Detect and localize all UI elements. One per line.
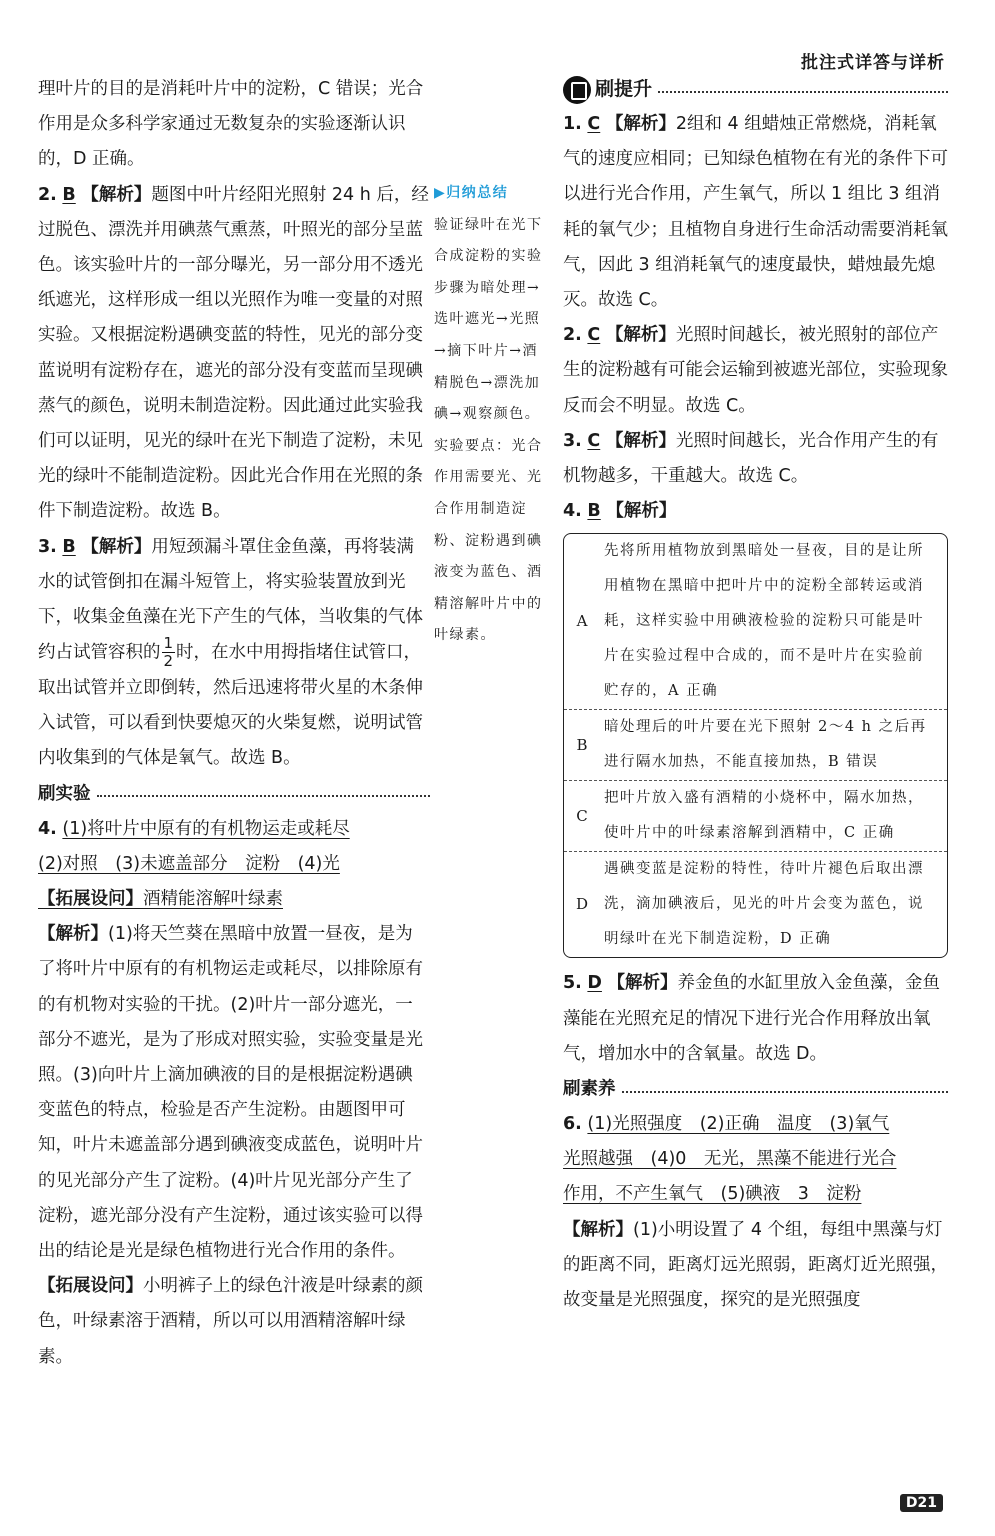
fraction-numerator: 1 <box>163 634 174 653</box>
answer-line-1: (1)光照强度 (2)正确 温度 (3)氧气 <box>587 1114 890 1135</box>
page-header: 批注式详答与详析 <box>801 53 945 73</box>
question-number: 2. <box>563 325 582 346</box>
analysis-text-b: 小明裤子上的绿色汁液是叶绿素的颜色，叶绿素溶于酒精，所以可以用酒精溶解叶绿素。 <box>38 1276 423 1367</box>
continued-text: 理叶片的目的是消耗叶片中的淀粉，C 错误；光合作用是众多科学家通过无数复杂的实验逐渐认识的，D 正确。 <box>38 79 424 170</box>
question-6 <box>563 1107 948 1318</box>
analysis-tag: 【解析】 <box>605 430 676 451</box>
question-number: 1. <box>563 114 582 134</box>
question-number: 6. <box>563 1114 582 1135</box>
section-heading-literacy <box>563 1072 948 1107</box>
summary-side-note <box>434 178 544 652</box>
answer-letter: D <box>587 973 602 994</box>
section-title: 刷提升 <box>595 78 653 100</box>
book-icon <box>563 76 591 104</box>
analysis-tag: 【解析】 <box>563 1219 633 1240</box>
analysis-tag: 【解析】 <box>606 501 677 522</box>
extension-answer: 酒精能溶解叶绿素 <box>143 888 283 909</box>
fraction-denominator: 2 <box>163 652 174 671</box>
analysis-text: 2组和 4 组蜡烛正常燃烧，消耗氧气的速度应相同；已知绿色植物在有光的条件下可以进行光合作用，产生氧气，所以 1 组比 3 组消耗的氧气少；且植物自身进行生命活动需要消耗氧气，因此 3 组消耗氧气的速度最快，蜡烛最先熄灭。故选 C。 <box>563 114 948 311</box>
question-number: 3. <box>563 430 582 451</box>
answer-line-2: (2)对照 (3)未遮盖部分 淀粉 (4)光 <box>38 853 340 874</box>
answer-letter: C <box>587 325 601 346</box>
question-number: 3. <box>38 536 57 557</box>
section-title: 刷素养 <box>563 1079 616 1100</box>
question-number: 4. <box>38 818 57 839</box>
section-heading-advance <box>563 72 948 107</box>
dotted-divider <box>622 1091 949 1093</box>
row-label: A <box>576 612 588 631</box>
answer-line-3: 作用，不产生氧气 (5)碘液 3 淀粉 <box>563 1184 862 1205</box>
table-row <box>564 710 947 781</box>
analysis-text-b: 时，在水中用拇指堵住试管口，取出试管并立即倒转，然后迅速将带火星的木条伸入试管，可以看到快要熄灭的火柴复燃，说明试管内收集到的气体是氧气。故选 B。 <box>38 642 423 769</box>
question-number: 5. <box>563 973 582 994</box>
question-4 <box>563 494 948 529</box>
analysis-tag: 【解析】 <box>605 325 676 346</box>
analysis-text: 光照时间越长，光合作用产生的有机物越多，干重越大。故选 C。 <box>563 430 939 487</box>
question-2 <box>563 318 948 424</box>
question-1 <box>563 107 948 318</box>
analysis-text: 养金鱼的水缸里放入金鱼藻，金鱼藻能在光照充足的情况下进行光合作用释放出氧气，增加水中的含氧量。故选 D。 <box>563 973 941 1064</box>
analysis-text: 光照时间越长，被光照射的部位产生的淀粉越有可能会运输到被遮光部位，实验现象反而会不明显。故选 C。 <box>563 325 948 416</box>
row-label: C <box>576 806 588 825</box>
page-number: D21 <box>900 1494 943 1512</box>
answer-line-2: 光照越强 (4)0 无光，黑藻不能进行光合 <box>563 1149 897 1170</box>
analysis-text-a: (1)将天竺葵在黑暗中放置一昼夜，是为了将叶片中原有的有机物运走或耗尽，以排除原有的有机物对实验的干扰。(2)叶片一部分遮光，一部分不遮光，是为了形成对照实验，实验变量是光照。(3)向叶片上滴加碘液的目的是根据淀粉遇碘变蓝色的特点，检验是否产生淀粉。由题图甲可知，叶片未遮盖部分遇到碘液变成蓝色，说明叶片的见光部分产生了淀粉。(4)叶片见光部分产生了淀粉，遮光部分没有产生淀粉，通过该实验可以得出的结论是光是绿色植物进行光合作用的条件。 <box>38 924 423 1261</box>
analysis-text: 题图中叶片经阳光照射 24 h 后，经过脱色、漂洗并用碘蒸气熏蒸，叶照光的部分呈蓝色。该实验叶片的一部分曝光，另一部分用不透光纸遮光，这样形成一组以光照作为唯一变量的对照实验。又根据淀粉遇碘变蓝的特性，见光的部分变蓝说明有淀粉存在，遮光的部分没有变蓝而呈现碘蒸气的颜色，说明未制造淀粉。因此通过此实验我们可以证明，见光的绿叶在光下制造了淀粉，未见光的绿叶不能制造淀粉。因此光合作用在光照的条件下制造淀粉。故选 B。 <box>38 184 429 522</box>
answer-letter: C <box>587 430 601 451</box>
analysis-text-a: 用短颈漏斗罩住金鱼藻，再将装满水的试管倒扣在漏斗短管上，将实验装置放到光下，收集金鱼藻在光下产生的气体，当收集的气体约占试管容积的 <box>38 536 423 663</box>
table-row <box>564 781 947 852</box>
section-title: 刷实验 <box>38 783 91 804</box>
extension-tag: 【拓展设问】 <box>38 888 143 909</box>
table-row <box>564 852 947 957</box>
question-5 <box>563 966 948 1072</box>
option-analysis-table <box>563 533 948 958</box>
analysis-tag: 【解析】 <box>607 973 678 994</box>
section-badge <box>563 72 652 107</box>
question-3 <box>38 530 430 777</box>
answer-letter: C <box>587 114 601 134</box>
dotted-divider <box>97 795 431 797</box>
section-heading-experiment <box>38 777 430 812</box>
row-text: 把叶片放入盛有酒精的小烧杯中，隔水加热，使叶片中的叶绿素溶解到酒精中，C 正确 <box>604 790 924 842</box>
extension-tag-2: 【拓展设问】 <box>38 1276 143 1297</box>
dotted-divider <box>658 91 948 93</box>
answer-letter: B <box>62 184 76 205</box>
question-2 <box>38 178 430 530</box>
row-label: D <box>575 895 589 914</box>
analysis-tag: 【解析】 <box>81 536 152 557</box>
row-label: B <box>576 735 588 754</box>
fraction <box>162 635 176 670</box>
analysis-text: (1)小明设置了 4 个组，每组中黑藻与灯的距离不同，距离灯远光照弱，距离灯近光照强，故变量是光照强度，探究的是光照强度 <box>563 1219 948 1311</box>
answer-letter: B <box>62 536 76 557</box>
side-note-text: 验证绿叶在光下合成淀粉的实验步骤为暗处理→选叶遮光→光照→摘下叶片→酒精脱色→漂洗加碘→观察颜色。实验要点：光合作用需要光、光合作用制造淀粉、淀粉遇到碘液变为蓝色、酒精溶解叶片中的叶绿素。 <box>434 216 543 644</box>
left-column <box>38 72 430 1375</box>
row-text: 遇碘变蓝是淀粉的特性，待叶片褪色后取出漂洗，滴加碘液后，见光的叶片会变为蓝色，说明绿叶在光下制造淀粉，D 正确 <box>604 861 924 948</box>
row-text: 先将所用植物放到黑暗处一昼夜，目的是让所用植物在黑暗中把叶片中的淀粉全部转运或消耗，这样实验中用碘液检验的淀粉只可能是叶片在实验过程中合成的，而不是叶片在实验前贮存的，A 正确 <box>604 543 924 700</box>
question-3 <box>563 424 948 494</box>
question-number: 2. <box>38 184 57 205</box>
answer-letter: B <box>587 501 601 522</box>
question-number: 4. <box>563 501 582 522</box>
table-row <box>564 534 947 710</box>
question-4 <box>38 812 430 1375</box>
analysis-tag: 【解析】 <box>81 184 152 205</box>
analysis-tag: 【解析】 <box>605 114 676 134</box>
right-column <box>563 72 948 1318</box>
side-note-title: ▶归纳总结 <box>434 185 509 201</box>
answer-line-1: (1)将叶片中原有的有机物运走或耗尽 <box>62 818 350 839</box>
analysis-tag: 【解析】 <box>38 924 108 945</box>
row-text: 暗处理后的叶片要在光下照射 2～4 h 之后再进行隔水加热，不能直接加热，B 错误 <box>604 719 927 771</box>
